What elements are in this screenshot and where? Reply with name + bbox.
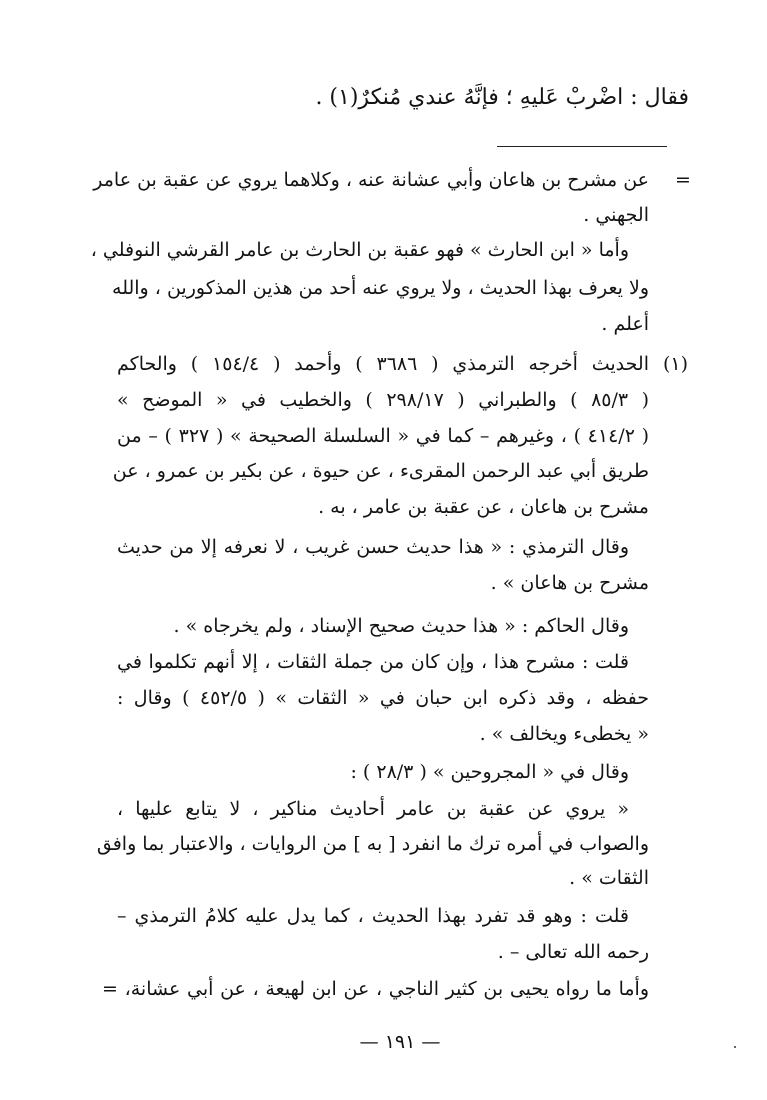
footnote-line: ( ٤١٤/٢ ) ، وغيرهم – كما في « السلسلة الصحيحة » ( ٣٢٧ ) – من — [117, 425, 650, 447]
footnote-line: ( ٨٥/٣ ) والطبراني ( ٢٩٨/١٧ ) والخطيب في « الموضح » — [117, 389, 650, 411]
footnote-line: الحديث أخرجه الترمذي ( ٣٦٨٦ ) وأحمد ( ١٥٤/٤ ) والحاكم — [117, 353, 649, 375]
footnote-line: عن مشرح بن هاعان وأبي عشانة عنه ، وكلاهما يروي عن عقبة بن عامر — [93, 169, 649, 191]
footnote-line: الجهني . — [583, 204, 649, 226]
footnote-marker: (١) — [663, 353, 689, 375]
page-number: — ١٩١ — — [359, 1031, 441, 1053]
footnote-line: حفظه ، وقد ذكره ابن حبان في « الثقات » ( ٤٥٢/٥ ) وقال : — [117, 687, 649, 709]
footnote-line: قلت : مشرح هذا ، وإن كان من جملة الثقات ، إلا أنهم تكلموا في — [117, 651, 629, 673]
footnote-line: رحمه الله تعالى – . — [497, 941, 649, 963]
footnote-line: وقال الترمذي : « هذا حديث حسن غريب ، لا نعرفه إلا من حديث — [117, 536, 629, 558]
scan-speck — [734, 1046, 736, 1048]
footnote-line: أعلم . — [601, 313, 649, 335]
footnote-separator — [497, 146, 667, 147]
footnote-line: وأما « ابن الحارث » فهو عقبة بن الحارث بن عامر القرشي النوفلي ، — [90, 239, 629, 261]
continuation-marker: = — [675, 169, 691, 191]
footnote-line: الثقات » . — [569, 867, 649, 889]
main-text: فقال : اضْربْ عَليهِ ؛ فإنَّهُ عندي مُنكرٌ(١) . — [315, 85, 689, 110]
footnote-line: وقال الحاكم : « هذا حديث صحيح الإسناد ، ولم يخرجاه » . — [173, 615, 629, 637]
footnote-line: « يروي عن عقبة بن عامر أحاديث مناكير ، لا يتابع عليها ، — [117, 798, 629, 820]
footnote-line: وأما ما رواه يحيى بن كثير الناجي ، عن ابن لهيعة ، عن أبي عشانة، = — [102, 978, 649, 1000]
footnote-line: « يخطىء ويخالف » . — [479, 723, 649, 745]
footnote-line: وقال في « المجروحين » ( ٢٨/٣ ) : — [350, 761, 629, 783]
footnote-line: مشرح بن هاعان ، عن عقبة بن عامر ، به . — [318, 496, 649, 518]
footnote-line: قلت : وهو قد تفرد بهذا الحديث ، كما يدل عليه كلامُ الترمذي – — [117, 905, 629, 927]
footnote-line: مشرح بن هاعان » . — [490, 572, 649, 594]
footnote-line: ولا يعرف بهذا الحديث ، ولا يروي عنه أحد من هذين المذكورين ، والله — [112, 277, 649, 299]
footnote-line: والصواب في أمره ترك ما انفرد [ به ] من الروايات ، والاعتبار بما وافق — [96, 833, 649, 855]
footnote-line: طريق أبي عبد الرحمن المقرىء ، عن حيوة ، عن بكير بن عمرو ، عن — [112, 460, 649, 482]
